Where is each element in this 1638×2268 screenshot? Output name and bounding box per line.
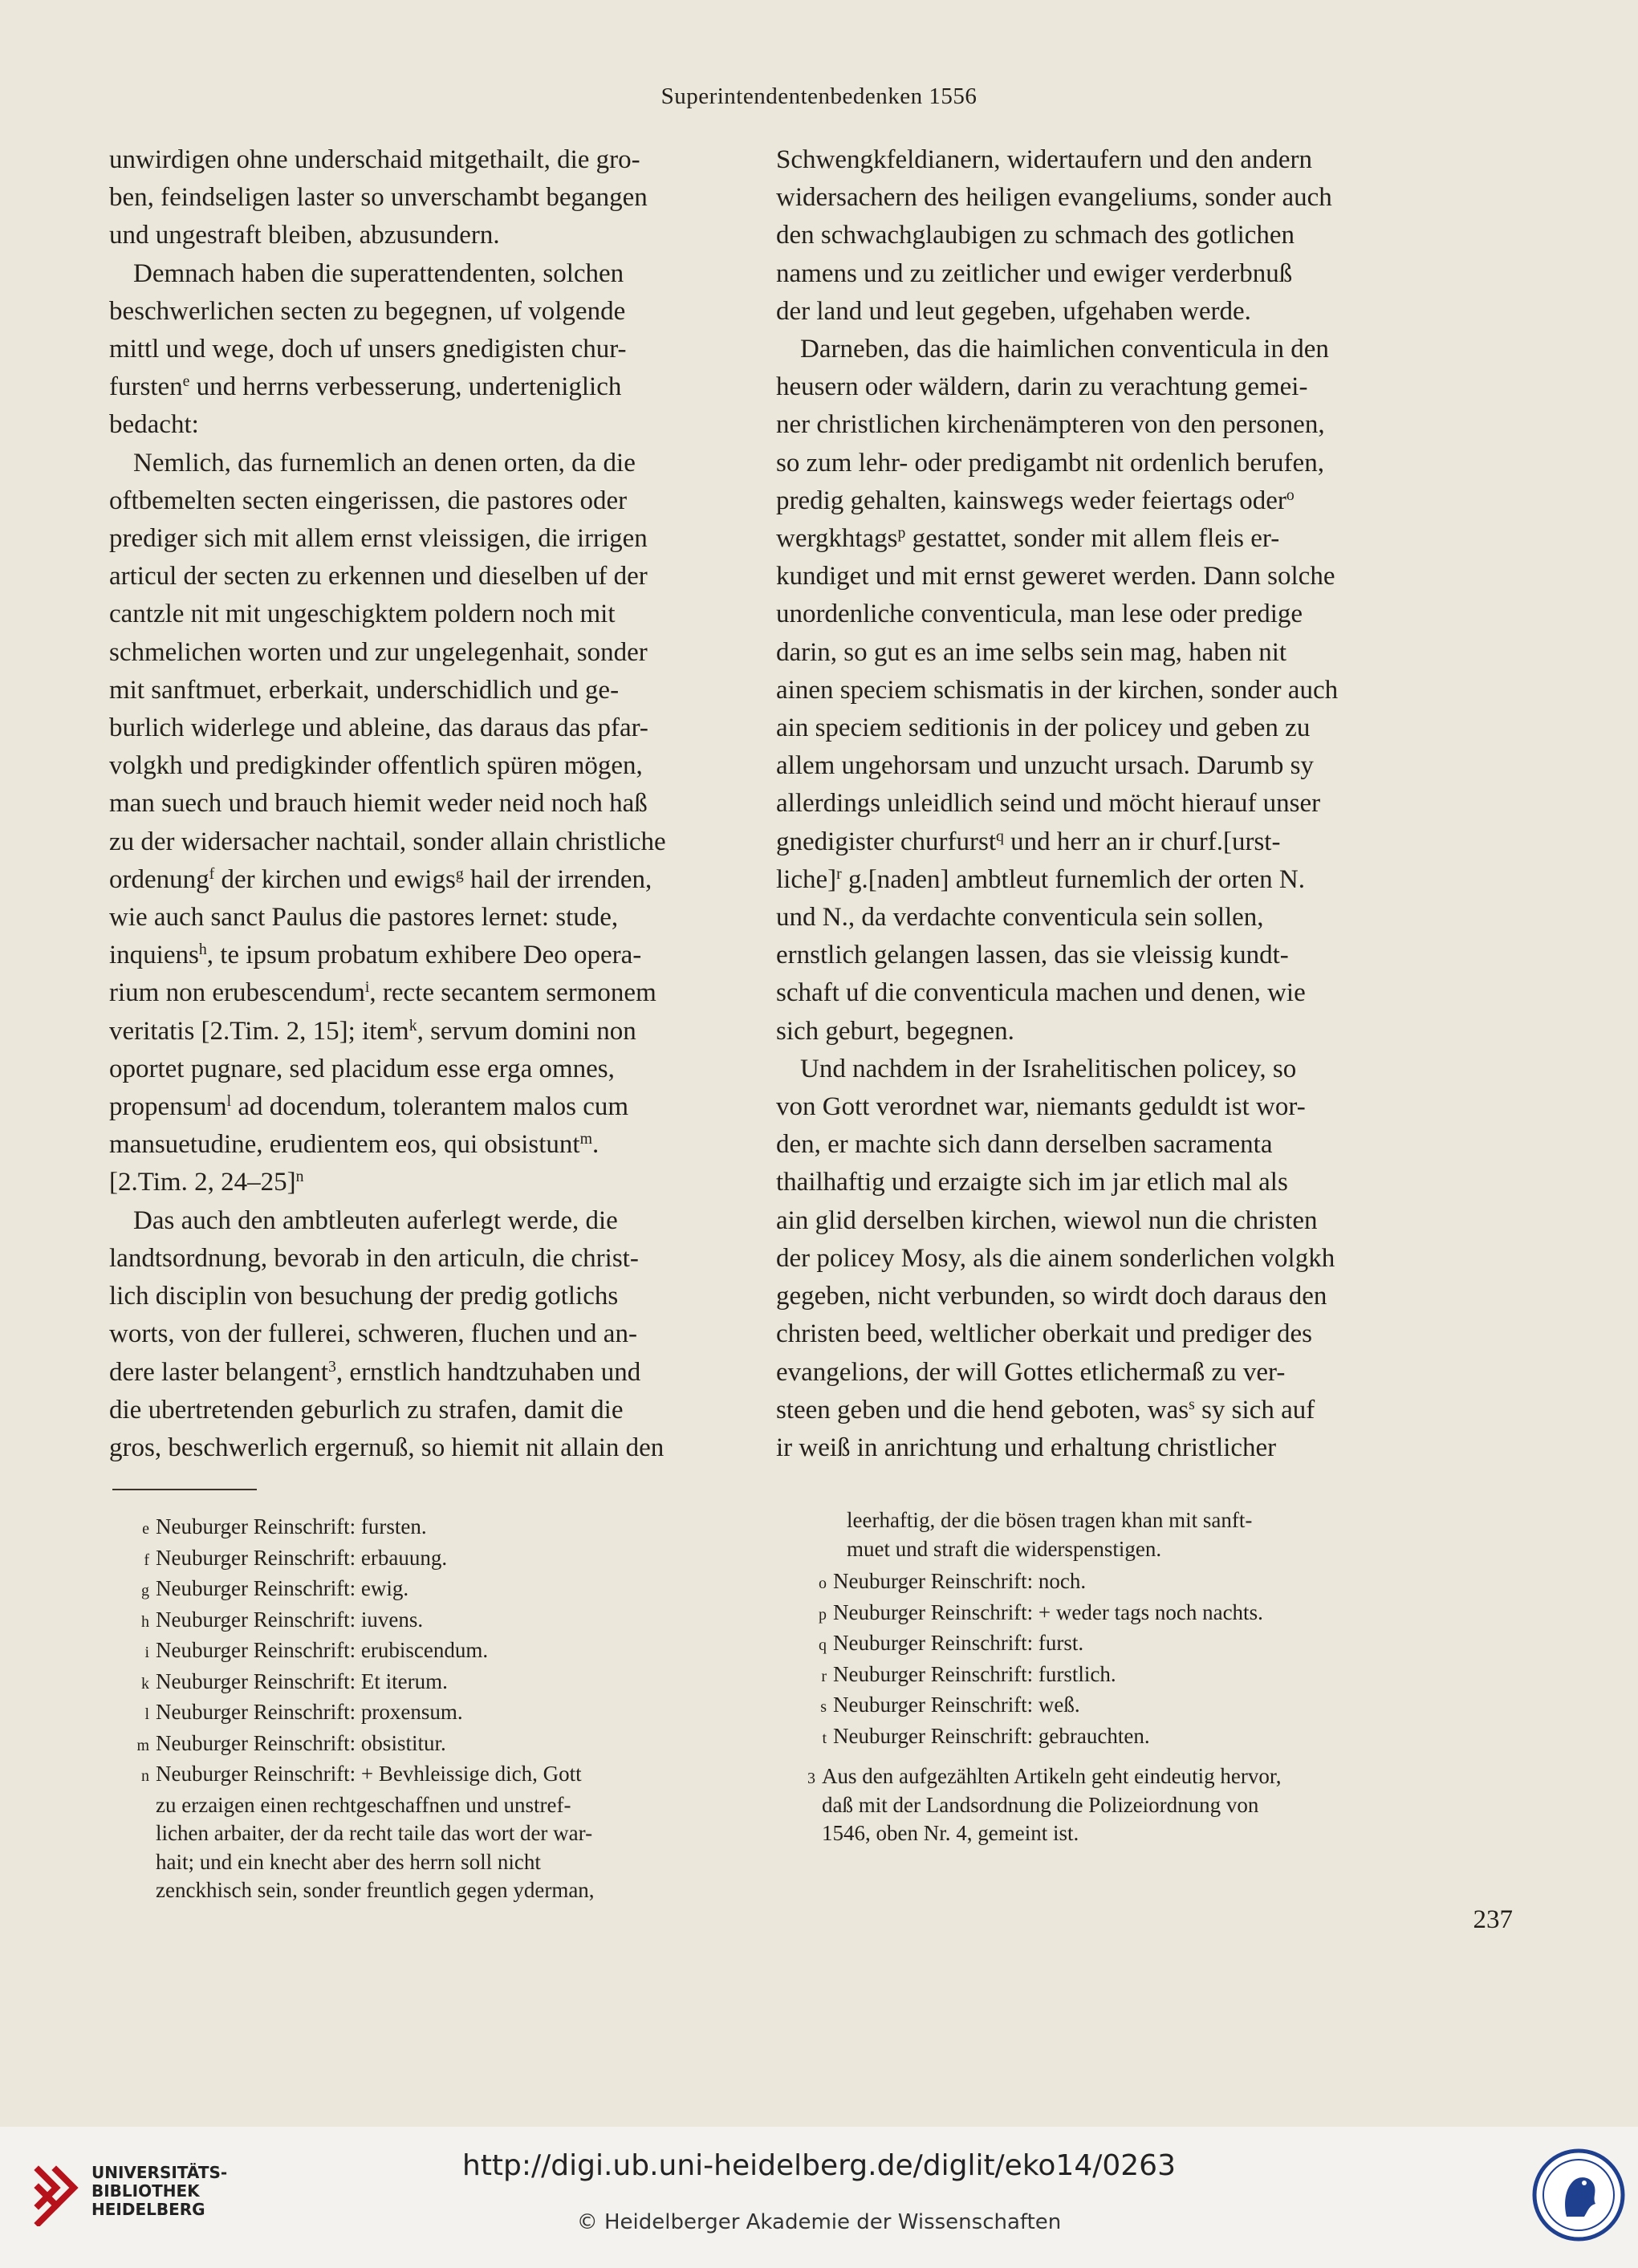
footnote-text: Neuburger Reinschrift: weß. xyxy=(833,1693,1080,1717)
footnote-continuation-lines: zu erzaigen einen rechtgeschaffnen und unstref- lichen arbaiter, der da recht taile das wort der war- hait; und ein knecht aber des herrn soll nicht zenckhisch sein, sonder freuntlich gegen yderman, xyxy=(156,1792,595,1902)
footnote-text: Neuburger Reinschrift: erubiscendum. xyxy=(156,1638,489,1662)
footnote xyxy=(128,1668,762,1699)
footnote xyxy=(806,1660,1512,1692)
right-text-column xyxy=(776,141,1416,1467)
paragraph: unwirdigen ohne underschaid mitgethailt, die gro- ben, feindseligen laster so unverschambt begangen und ungestraft bleiben, abzusundern. xyxy=(109,145,648,250)
footnote-mark: n xyxy=(141,1767,149,1785)
footnotes-left xyxy=(128,1513,762,1905)
footnote-numeric xyxy=(795,1762,1513,1848)
footnote xyxy=(128,1760,762,1791)
footnote-text: Neuburger Reinschrift: ewig. xyxy=(156,1576,409,1600)
footnote-mark: f xyxy=(144,1551,149,1569)
footnote-separator xyxy=(112,1489,257,1490)
footnote-text: Neuburger Reinschrift: gebrauchten. xyxy=(833,1723,1150,1748)
footnote-mark: s xyxy=(820,1698,827,1716)
footnote xyxy=(128,1575,762,1606)
footnote-text: Neuburger Reinschrift: fursten. xyxy=(156,1514,427,1538)
footnote-text: Neuburger Reinschrift: proxensum. xyxy=(156,1700,463,1724)
footnote-mark: k xyxy=(141,1674,149,1693)
footnote xyxy=(128,1698,762,1729)
footnote xyxy=(806,1722,1512,1754)
footnote-mark: g xyxy=(141,1582,149,1599)
footnote-continuation-text: leerhaftig, der die bösen tragen khan mit sanft- muet und straft die widerspenstigen. xyxy=(847,1508,1253,1561)
footnote xyxy=(128,1729,762,1761)
footnote xyxy=(128,1636,762,1668)
footnote-text: Aus den aufgezählten Artikeln geht eindeutig hervor, daß mit der Landsordnung die Polizeiordnung von 1546, oben Nr. 4, gemeint ist. xyxy=(822,1764,1282,1845)
viewer-footer xyxy=(0,2127,1638,2268)
academy-seal-icon xyxy=(1531,2148,1626,2242)
footnote-text: Neuburger Reinschrift: + weder tags noch nachts. xyxy=(833,1599,1263,1624)
footnote-mark: i xyxy=(144,1644,149,1661)
copyright-notice: © Heidelberger Akademie der Wissenschaften xyxy=(576,2210,1062,2234)
paragraph: Schwengkfeldianern, widertaufern und den andern widersachern des heiligen evangeliums, sonder auch den schwachglaubigen zu schmach des gotlichen namens und zu zeitlicher und ewiger verderbnuß der land und leut gegeben, ufgehaben werde. xyxy=(776,145,1332,326)
footnote xyxy=(806,1567,1512,1599)
logo-line-2: BIBLIOTHEK xyxy=(91,2181,200,2201)
logo-line-3: HEIDELBERG xyxy=(91,2200,205,2219)
footnote-mark: e xyxy=(142,1520,149,1538)
paragraph: Demnach haben die superattendenten, solchen beschwerlichen secten zu begegnen, uf volgende mittl und wege, doch uf unsers gnedigisten chur- fursten$^e$ und herrns verbesserung, underteniglich bedacht: xyxy=(109,258,627,440)
footnote xyxy=(795,1762,1513,1848)
footnote-mark: o xyxy=(819,1575,827,1592)
footnote-mark: 3 xyxy=(807,1770,815,1787)
footnote-mark: m xyxy=(136,1736,149,1754)
left-text-column xyxy=(109,141,750,1467)
footnote-text: Neuburger Reinschrift: furstlich. xyxy=(833,1661,1116,1686)
footnote-mark: p xyxy=(819,1605,827,1624)
footnotes-right xyxy=(806,1567,1512,1753)
footnote-mark: t xyxy=(822,1729,827,1747)
footnote-text: Neuburger Reinschrift: noch. xyxy=(833,1569,1087,1593)
footnote-continuation xyxy=(847,1506,1513,1563)
footnote-text: Neuburger Reinschrift: + Bevhleissige dich, Gott xyxy=(156,1762,582,1786)
paragraph: Darneben, das die haimlichen conventicula in den heusern oder wäldern, darin zu verachtung gemei- ner christlichen kirchenämpteren von den personen, so zum lehr- oder predigambt nit ordenlich berufen, predig gehalten, kainswegs weder feiertags oder$^o$ wergkhtags$^p$ gestattet, sonder mit allem fleis er- kundiget und mit ernst geweret werden. Dann solche unordenliche conventicula, man lese oder predige darin, so gut es an ime selbs sein mag, haben nit ainen speciem schismatis in der kirchen, sonder auch ain speciem seditionis in der policey und geben zu allem ungehorsam und unzucht ursach. Darumb sy allerdings unleidlich seind und möcht hierauf unser gnedigister churfurst$^q$ und herr an ir churf.[urst- liche]$^r$ g.[naden] ambtleut furnemlich der orten N. und N., da verdachte conventicula sein sollen, ernstlich gelangen lassen, das sie vleissig kundt- schaft uf die conventicula machen und denen, wie sich geburt, begegnen. xyxy=(776,335,1339,1046)
footnote xyxy=(128,1606,762,1637)
paragraph: Und nachdem in der Israhelitischen policey, so von Gott verordnet war, niemants geduldt ist wor- den, er machte sich dann derselben sacramenta thailhaftig und erzaigte sich im jar etlich mal als ain glid derselben kirchen, wiewol nun die christen der policey Mosy, als die ainem sonderlichen volgkh gegeben, nicht verbunden, so wirdt doch daraus den christen beed, weltlicher oberkait und prediger des evangelions, der will Gottes etlichermaß zu ver- steen geben und die hend geboten, was$^s$ sy sich auf ir weiß in anrichtung und erhaltung christlicher xyxy=(776,1054,1335,1462)
footnote xyxy=(806,1599,1512,1630)
footnote xyxy=(806,1691,1512,1722)
footnote-mark: l xyxy=(144,1705,149,1723)
paragraph: Das auch den ambtleuten auferlegt werde, die landtsordnung, bevorab in den articuln, die christ- lich disciplin von besuchung der predig gotlichs worts, von der fullerei, schweren, fluchen und an- dere laster belangent$^3$, ernstlich handtzuhaben und die ubertretenden geburlich zu strafen, damit die gros, beschwerlich ergernuß, so hiemit nit allain den xyxy=(109,1205,665,1462)
footnote xyxy=(128,1544,762,1575)
footnote-text: Neuburger Reinschrift: obsistitur. xyxy=(156,1730,446,1755)
footnote-text: Neuburger Reinschrift: furst. xyxy=(833,1631,1084,1655)
footnote-mark: q xyxy=(819,1636,827,1654)
academy-seal[interactable] xyxy=(1531,2148,1626,2242)
footnote-text: Neuburger Reinschrift: iuvens. xyxy=(156,1607,424,1632)
page-number: 237 xyxy=(1473,1905,1513,1934)
footnote xyxy=(128,1513,762,1544)
footnote-mark: r xyxy=(821,1667,827,1685)
footnote-text: Neuburger Reinschrift: erbauung. xyxy=(156,1545,448,1570)
footnote-mark: h xyxy=(141,1612,149,1631)
document-url-link[interactable]: http://digi.ub.uni-heidelberg.de/diglit/eko14/0263 xyxy=(462,2149,1176,2182)
footnote-text: Neuburger Reinschrift: Et iterum. xyxy=(156,1668,448,1693)
paragraph: Nemlich, das furnemlich an denen orten, da die oftbemelten secten eingerissen, die pastores oder prediger sich mit allem ernst vleissigen, die irrigen articul der secten zu erkennen und dieselben uf der cantzle nit mit ungeschigktem poldern noch mit schmelichen worten und zur ungelegenhait, sonder mit sanftmuet, erberkait, underschidlich und ge- burlich widerlege und ableine, das daraus das pfar- volgkh und predigkinder offentlich spüren mögen, man suech und brauch hiemit weder neid noch haß zu der widersacher nachtail, sonder allain christliche ordenung$^f$ der kirchen und ewigs$^g$ hail der irrenden, wie auch sanct Paulus die pastores lernet: stude, inquiens$^h$, te ipsum probatum exhibere Deo opera- rium non erubescendum$^i$, recte secantem sermonem veritatis [2.Tim. 2, 15]; item$^k$, servum domini non oportet pugnare, sed placidum esse erga omnes, propensum$^l$ ad docendum, tolerantem malos cum mansuetudine, erudientem eos, qui obsistunt$^m$. [2.Tim. 2, 24–25]$^n$ xyxy=(109,448,666,1197)
logo-line-1: UNIVERSITÄTS- xyxy=(91,2163,228,2182)
footnote xyxy=(806,1629,1512,1660)
running-header: Superintendentenbedenken 1556 xyxy=(660,83,978,109)
